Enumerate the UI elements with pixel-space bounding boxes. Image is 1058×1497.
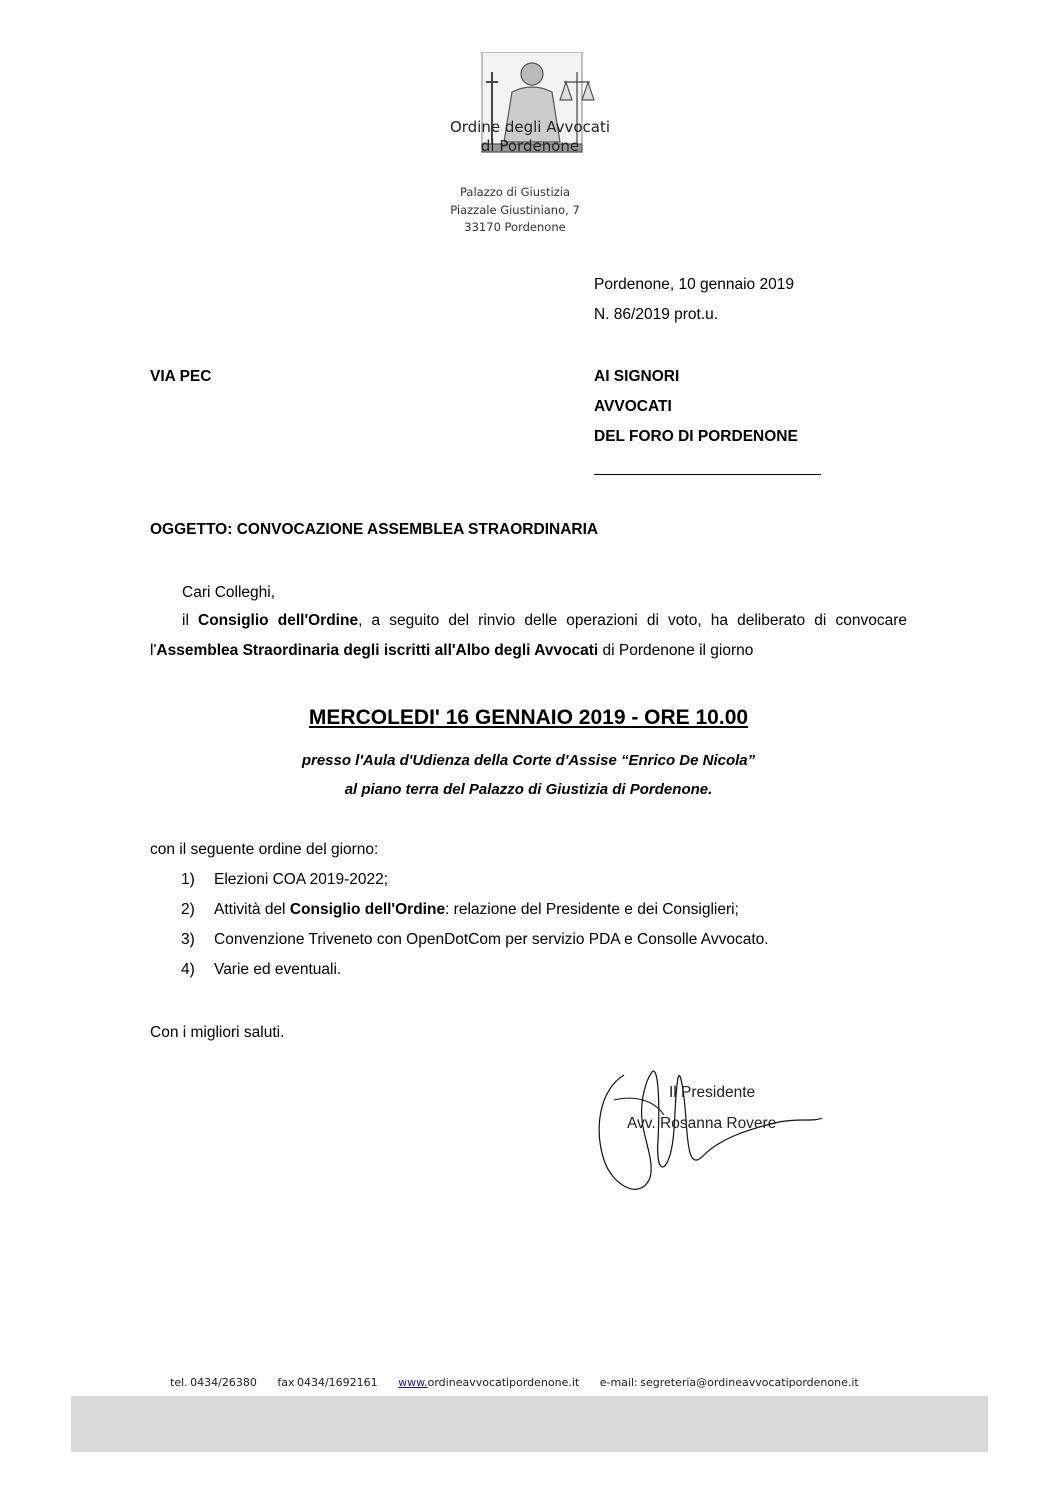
agenda-item [181,900,739,920]
agenda-text-bold: Consiglio dell'Ordine [289,901,446,918]
venue-line2: al piano terra del Palazzo di Giustizia di Pordenone. [344,781,713,798]
p1-part-e: di Pordenone il giorno [598,642,754,659]
footer-tel: tel. 0434/26380 [170,1376,257,1389]
p1-part-c: , a seguito del rinvio delle operazioni di voto, ha deliberato di convocare l' [150,612,907,659]
footer-web-link[interactable]: www. [398,1376,428,1389]
venue-line1: presso l'Aula d'Udienza della Corte d'Assise “Enrico De Nicola” [301,752,756,769]
address-line1: Palazzo di Giustizia [460,185,570,199]
meeting-datetime-text: MERCOLEDI' 16 GENNAIO 2019 - ORE 10.00 [308,706,749,729]
org-name-line2: di Pordenone [480,137,580,155]
p1-part-a: il [182,612,199,629]
p1-assembly: Assemblea Straordinaria degli iscritti all'Albo degli Avvocati [156,642,599,659]
body-paragraph [150,606,907,666]
agenda-text-rest: : relazione del Presidente e dei Consiglieri; [445,901,739,918]
agenda-intro: con il seguente ordine del giorno: [150,841,379,858]
signature-name: Avv. Rosanna Rovere [627,1115,777,1132]
agenda-num: 2) [181,901,195,918]
agenda-num: 1) [181,871,195,888]
footer-band [71,1396,988,1452]
closing: Con i migliori saluti. [150,1024,285,1041]
recipient-underline [594,474,821,475]
signature-title: Il Presidente [669,1084,756,1101]
address-line2: Piazzale Giustiniano, 7 [450,203,580,217]
agenda-num: 3) [181,931,195,948]
recipient-line3: DEL FORO DI PORDENONE [594,428,798,445]
subject-line: OGGETTO: CONVOCAZIONE ASSEMBLEA STRAORDINARIA [150,521,599,538]
agenda-text: Convenzione Triveneto con OpenDotCom per servizio PDA e Consolle Avvocato. [214,931,769,948]
agenda-item [181,960,341,980]
greeting: Cari Colleghi, [182,584,276,601]
agenda-num: 4) [181,961,195,978]
footer-email: e-mail: segreteria@ordineavvocatipordenone.it [599,1376,859,1389]
p1-council: Consiglio dell'Ordine [198,612,359,629]
footer-contacts [170,1376,877,1389]
protocol-number: N. 86/2019 prot.u. [594,306,719,323]
delivery-method: VIA PEC [150,368,212,385]
recipient-line2: AVVOCATI [594,398,672,415]
address-line3: 33170 Pordenone [464,220,566,234]
meeting-venue [150,746,907,804]
org-name-line1: Ordine degli Avvocati [449,118,611,136]
agenda-item [181,870,388,890]
meeting-datetime [150,705,907,731]
agenda-text: Attività del [214,901,290,918]
agenda-text: Varie ed eventuali. [214,961,342,978]
footer-web-rest: ordineavvocatipordenone.it [427,1376,580,1389]
footer-fax: fax 0434/1692161 [277,1376,378,1389]
agenda-text: Elezioni COA 2019-2022; [214,871,389,888]
agenda-item [181,930,769,950]
place-date: Pordenone, 10 gennaio 2019 [594,276,794,293]
recipient-line1: AI SIGNORI [594,368,680,385]
